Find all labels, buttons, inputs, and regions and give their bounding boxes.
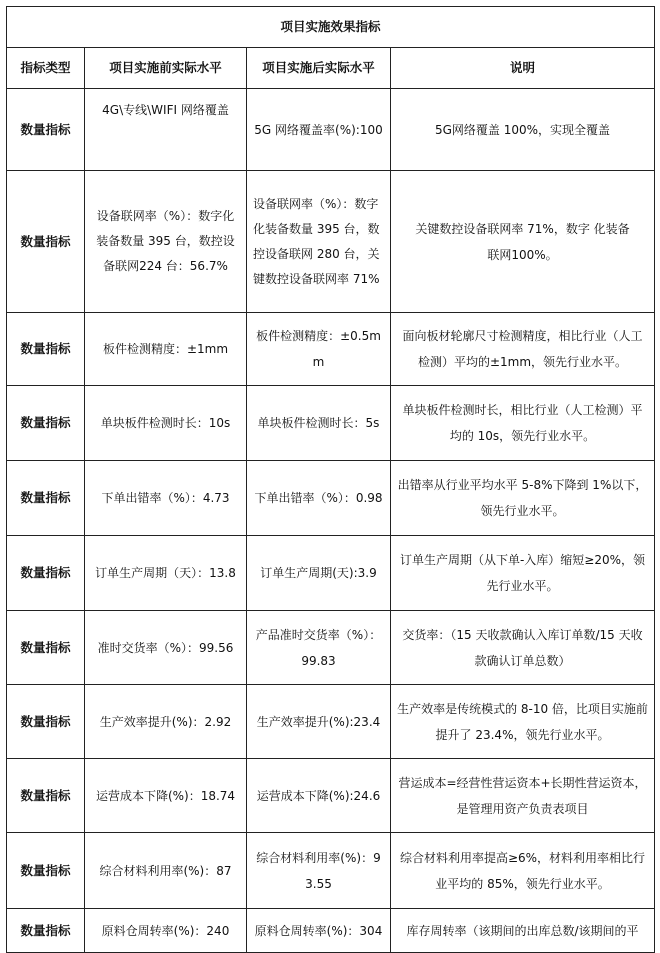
before-cell: 板件检测精度：±1mm bbox=[85, 313, 247, 386]
indicator-type-cell: 数量指标 bbox=[7, 833, 85, 909]
before-cell: 综合材料利用率(%)：87 bbox=[85, 833, 247, 909]
after-cell: 板件检测精度：±0.5mm bbox=[247, 313, 391, 386]
after-cell: 5G 网络覆盖率(%):100 bbox=[247, 89, 391, 171]
after-cell: 订单生产周期(天):3.9 bbox=[247, 536, 391, 611]
header-indicator-type: 指标类型 bbox=[7, 48, 85, 89]
note-cell: 单块板件检测时长，相比行业（人工检测）平均的 10s，领先行业水平。 bbox=[391, 386, 655, 461]
table-row bbox=[7, 759, 655, 833]
after-cell: 原料仓周转率(%)：304 bbox=[247, 909, 391, 953]
before-cell: 设备联网率（%）：数字化装备数量 395 台，数控设备联网224 台：56.7% bbox=[85, 171, 247, 313]
table-row bbox=[7, 313, 655, 386]
table-row bbox=[7, 461, 655, 536]
indicator-type-cell: 数量指标 bbox=[7, 909, 85, 953]
note-cell: 营运成本=经营性营运资本+长期性营运资本，是管理用资产负责表项目 bbox=[391, 759, 655, 833]
table-row bbox=[7, 685, 655, 759]
table-row bbox=[7, 909, 655, 953]
header-row bbox=[7, 48, 655, 89]
after-cell: 设备联网率（%）：数字化装备数量 395 台，数控设备联网 280 台，关键数控设备联网率 71% bbox=[247, 171, 391, 313]
before-cell: 原料仓周转率(%)：240 bbox=[85, 909, 247, 953]
indicator-type-cell: 数量指标 bbox=[7, 611, 85, 685]
indicator-type-cell: 数量指标 bbox=[7, 89, 85, 171]
after-cell: 单块板件检测时长：5s bbox=[247, 386, 391, 461]
table-title: 项目实施效果指标 bbox=[7, 7, 655, 48]
table-row bbox=[7, 536, 655, 611]
table-row bbox=[7, 386, 655, 461]
after-cell: 产品准时交货率（%）：99.83 bbox=[247, 611, 391, 685]
before-cell: 4G\专线\WIFI 网络覆盖 bbox=[85, 89, 247, 171]
indicator-type-cell: 数量指标 bbox=[7, 386, 85, 461]
table-row bbox=[7, 89, 655, 171]
before-cell: 运营成本下降(%)：18.74 bbox=[85, 759, 247, 833]
note-cell: 交货率：（15 天收款确认入库订单数/15 天收款确认订单总数） bbox=[391, 611, 655, 685]
indicator-table bbox=[6, 6, 655, 953]
note-cell: 库存周转率（该期间的出库总数/该期间的平 bbox=[391, 909, 655, 953]
note-cell: 订单生产周期（从下单-入库）缩短≥20%，领先行业水平。 bbox=[391, 536, 655, 611]
note-cell: 出错率从行业平均水平 5-8%下降到 1%以下，领先行业水平。 bbox=[391, 461, 655, 536]
indicator-type-cell: 数量指标 bbox=[7, 759, 85, 833]
header-description: 说明 bbox=[391, 48, 655, 89]
indicator-type-cell: 数量指标 bbox=[7, 313, 85, 386]
header-before-level: 项目实施前实际水平 bbox=[85, 48, 247, 89]
note-cell: 关键数控设备联网率 71%，数字 化装备联网100%。 bbox=[391, 171, 655, 313]
indicator-type-cell: 数量指标 bbox=[7, 461, 85, 536]
before-cell: 单块板件检测时长：10s bbox=[85, 386, 247, 461]
before-cell: 订单生产周期（天）：13.8 bbox=[85, 536, 247, 611]
table-row bbox=[7, 833, 655, 909]
after-cell: 下单出错率（%）：0.98 bbox=[247, 461, 391, 536]
before-cell: 准时交货率（%）：99.56 bbox=[85, 611, 247, 685]
indicator-type-cell: 数量指标 bbox=[7, 171, 85, 313]
before-cell: 下单出错率（%）：4.73 bbox=[85, 461, 247, 536]
note-cell: 5G网络覆盖 100%，实现全覆盖 bbox=[391, 89, 655, 171]
after-cell: 运营成本下降(%):24.6 bbox=[247, 759, 391, 833]
note-cell: 生产效率是传统模式的 8-10 倍，比项目实施前提升了 23.4%，领先行业水平。 bbox=[391, 685, 655, 759]
note-cell: 综合材料利用率提高≥6%，材料利用率相比行业平均的 85%，领先行业水平。 bbox=[391, 833, 655, 909]
after-cell: 综合材料利用率(%)：93.55 bbox=[247, 833, 391, 909]
table-row bbox=[7, 611, 655, 685]
after-cell: 生产效率提升(%):23.4 bbox=[247, 685, 391, 759]
table-row bbox=[7, 171, 655, 313]
indicator-type-cell: 数量指标 bbox=[7, 536, 85, 611]
header-after-level: 项目实施后实际水平 bbox=[247, 48, 391, 89]
note-cell: 面向板材轮廓尺寸检测精度，相比行业（人工检测）平均的±1mm，领先行业水平。 bbox=[391, 313, 655, 386]
before-cell: 生产效率提升(%)：2.92 bbox=[85, 685, 247, 759]
indicator-type-cell: 数量指标 bbox=[7, 685, 85, 759]
